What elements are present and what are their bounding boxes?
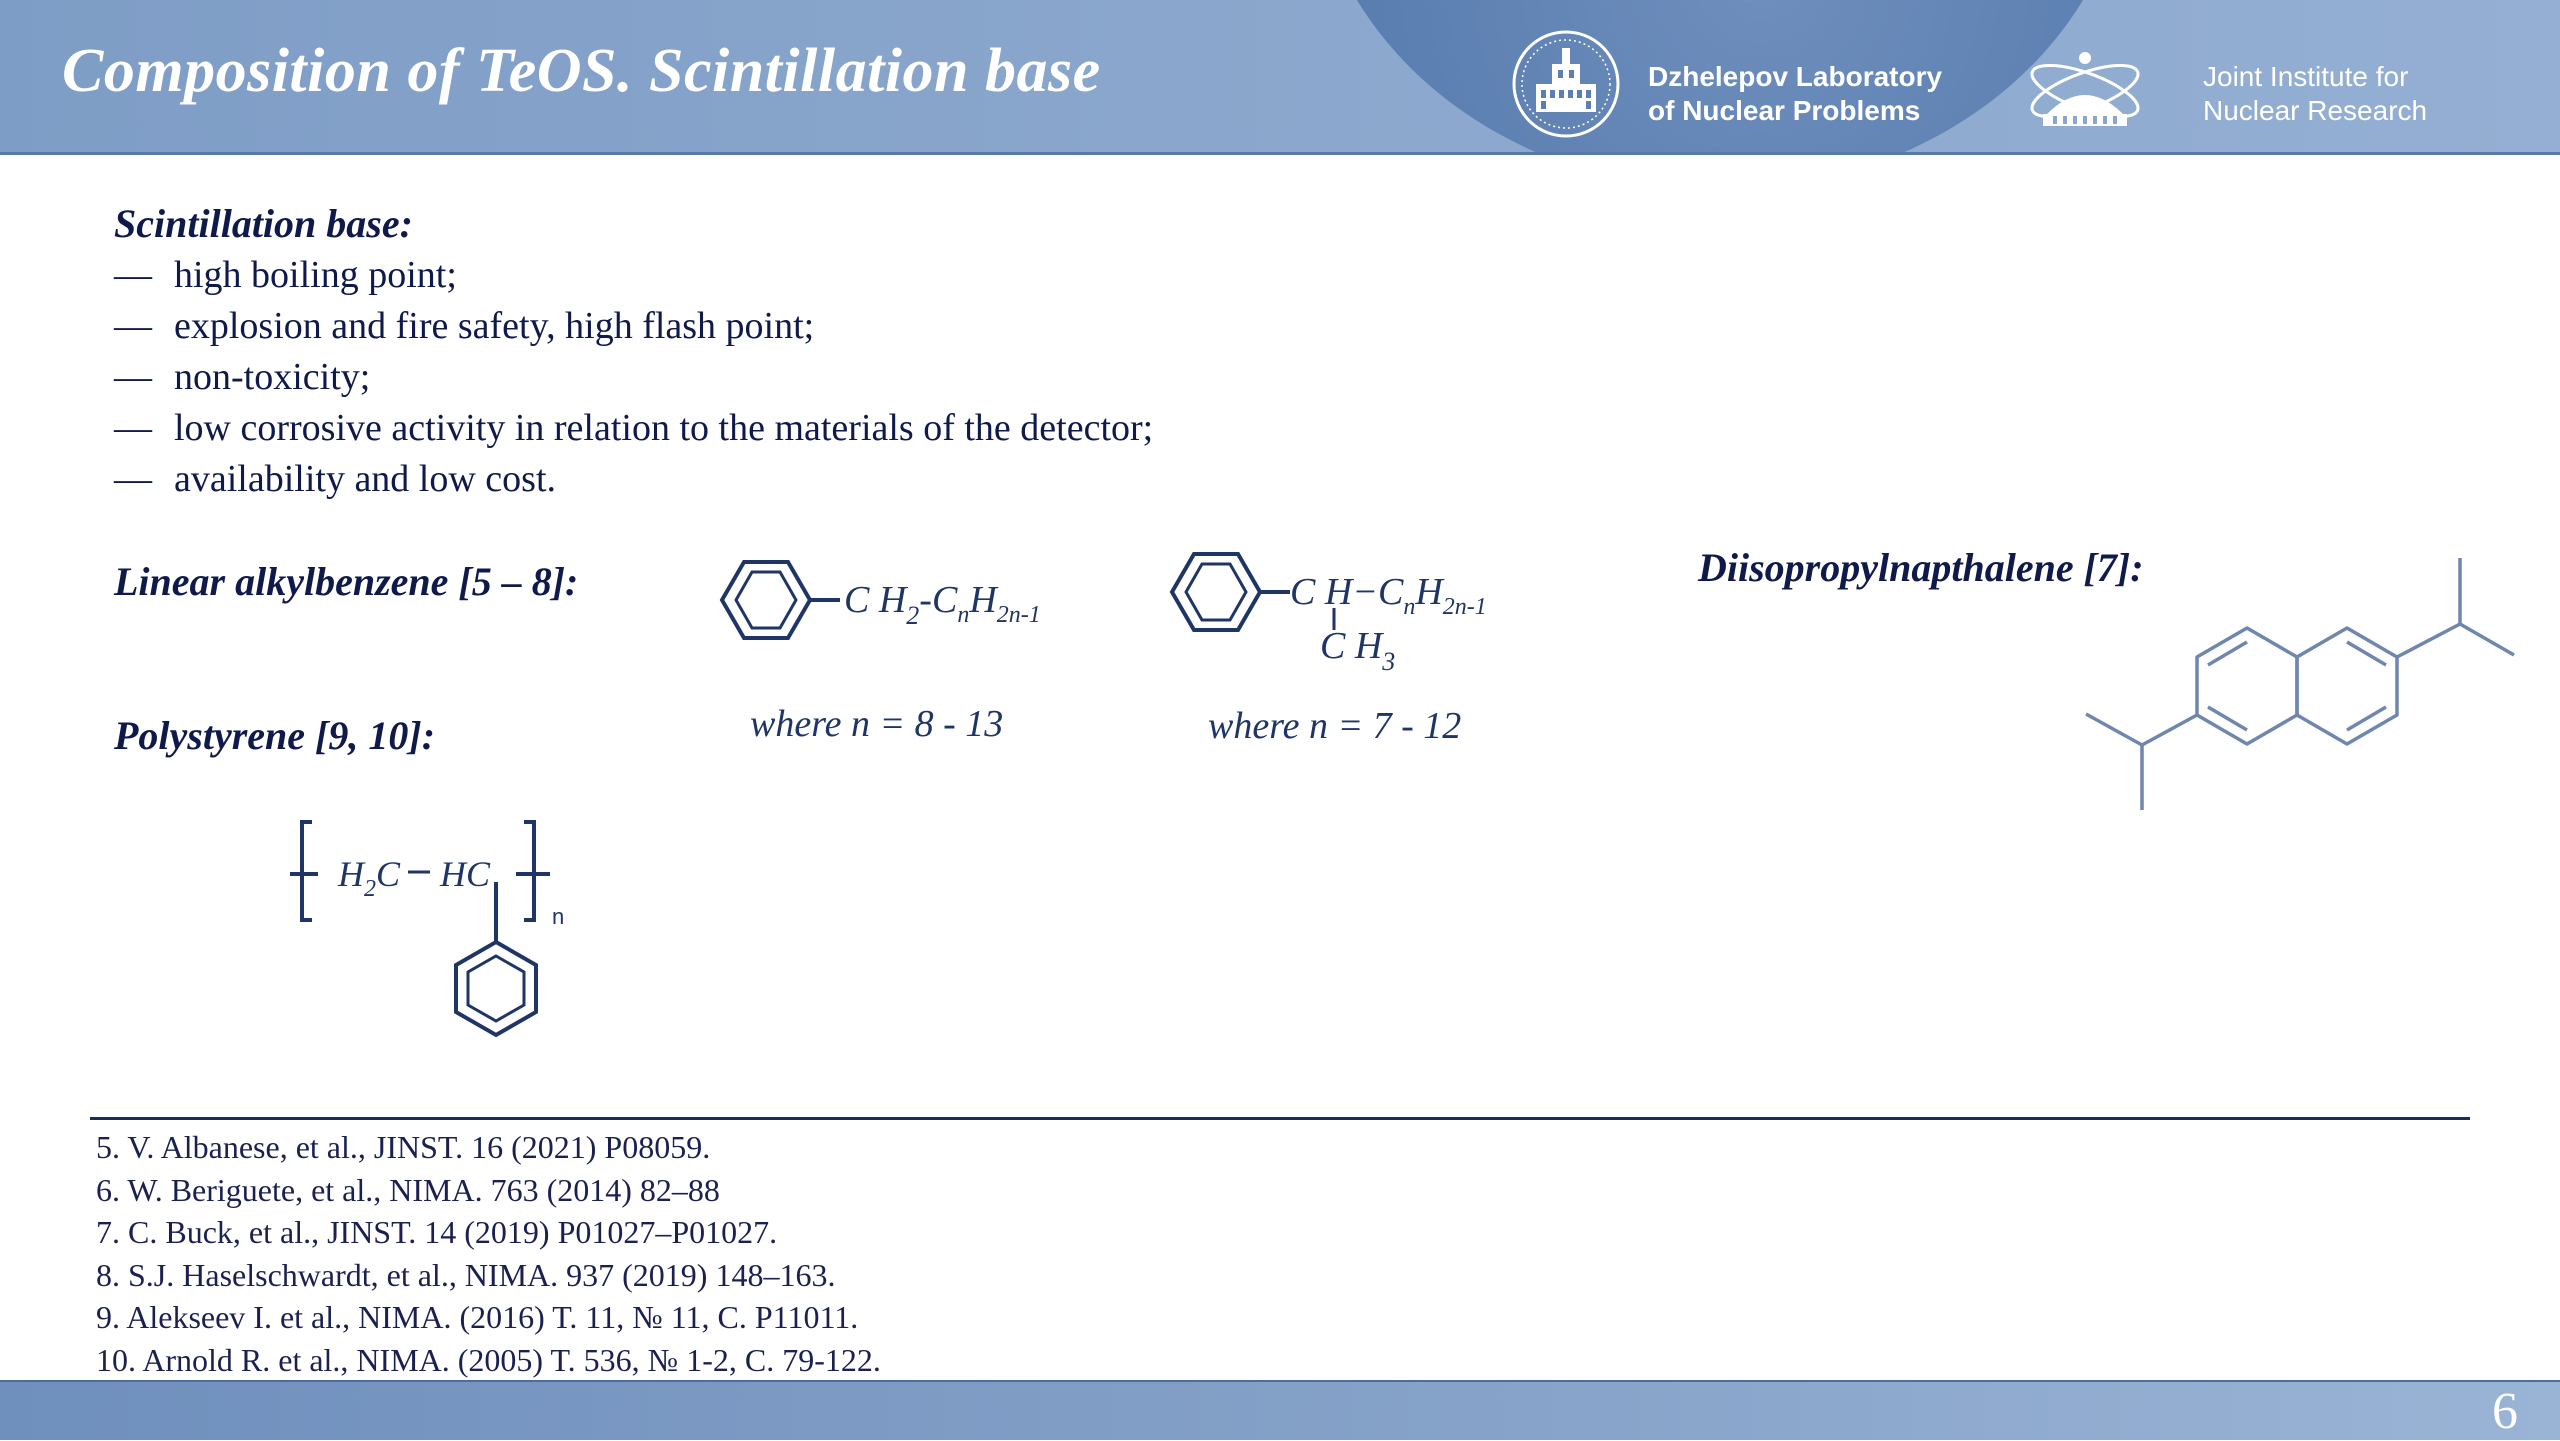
lab-structure-2 — [1162, 532, 1582, 682]
references-list — [96, 1126, 881, 1381]
formula-h: H — [969, 579, 997, 621]
polystyrene-structure — [280, 810, 600, 1090]
dash-bullet: — — [114, 254, 152, 296]
property-text: explosion and fire safety, high flash point; — [174, 305, 815, 347]
jinr-label-line2: Nuclear Research — [2203, 95, 2428, 126]
lab-structure-1 — [712, 540, 1132, 660]
svg-text:C H−CnH2n-1 — [1290, 571, 1487, 620]
property-text: availability and low cost. — [174, 458, 557, 500]
formula-dash: − — [1352, 571, 1378, 613]
svg-text:H2C — [337, 854, 401, 902]
list-item — [114, 403, 1153, 454]
lab-range-1: where n = 8 - 13 — [750, 703, 1004, 745]
diisopropylnaphthalene-structure — [2062, 540, 2542, 830]
dlnp-label — [1648, 60, 1942, 128]
reference-item: 9. Alekseev I. et al., NIMA. (2016) T. 11, № 11, C. P11011. — [96, 1299, 859, 1335]
formula-h: H — [338, 854, 364, 894]
slide-footer — [0, 1382, 2560, 1440]
reference-item: 8. S.J. Haselschwardt, et al., NIMA. 937 (2019) 148–163. — [96, 1256, 836, 1293]
dash-bullet: — — [114, 407, 152, 449]
dlnp-label-line2: of Nuclear Problems — [1648, 95, 1921, 126]
reference-item: 5. V. Albanese, et al., JINST. 16 (2021) P08059. — [96, 1129, 711, 1165]
jinr-label-line1: Joint Institute for — [2203, 61, 2409, 92]
property-text: non-toxicity; — [174, 356, 371, 398]
list-item — [114, 250, 1153, 301]
dash-bullet: — — [114, 356, 152, 398]
formula-h-sub: 2 — [364, 876, 376, 902]
formula-h-sub: 2n-1 — [1442, 594, 1487, 620]
list-item — [114, 454, 1153, 505]
jinr-label — [2203, 60, 2427, 128]
reference-item: 7. C. Buck, et al., JINST. 14 (2019) P01027–P01027. — [96, 1214, 778, 1250]
repeat-subscript: n — [552, 904, 565, 929]
jinr-logo-icon — [2025, 36, 2145, 146]
page-number: 6 — [2492, 1383, 2518, 1440]
formula-ch-sub: 2 — [906, 601, 920, 630]
reference-item: 6. W. Beriguete, et al., NIMA. 763 (2014) 82–88 — [96, 1171, 720, 1208]
formula-ch: C H — [1290, 571, 1353, 613]
formula-c1: C — [376, 854, 401, 894]
list-item — [114, 301, 1153, 352]
svg-text:C H3 — [1320, 625, 1395, 676]
formula-ch: C H — [844, 579, 907, 621]
properties-list — [114, 250, 1153, 505]
formula-h: H — [1415, 571, 1443, 613]
formula-c: C — [931, 579, 958, 621]
dash-bullet: — — [114, 458, 152, 500]
slide-title: Composition of TeOS. Scintillation base — [62, 37, 1101, 105]
dlnp-label-line1: Dzhelepov Laboratory — [1648, 61, 1943, 92]
property-text: low corrosive activity in relation to the materials of the detector; — [174, 407, 1154, 449]
formula-h-sub: 2n-1 — [996, 602, 1041, 628]
dlnp-emblem-icon — [1510, 28, 1622, 140]
lab-range-2: where n = 7 - 12 — [1208, 705, 1462, 747]
polystyrene-heading: Polystyrene [9, 10]: — [114, 713, 436, 758]
linear-alkylbenzene-heading: Linear alkylbenzene [5 – 8]: — [114, 559, 579, 604]
formula-ch3-sub: 3 — [1382, 647, 1396, 676]
formula-c-sub: n — [957, 602, 970, 628]
formula-ch3: C H — [1320, 625, 1383, 667]
references-divider — [90, 1117, 2470, 1120]
dash-bullet: — — [114, 305, 152, 347]
formula-c: C — [1377, 571, 1404, 613]
diisopropylnapthalene-heading: Diisopropylnapthalene [7]: — [1698, 545, 2144, 590]
list-item — [114, 352, 1153, 403]
svg-text:C H2-CnH2n-1 — [844, 579, 1041, 630]
reference-item: 10. Arnold R. et al., NIMA. (2005) T. 536, № 1-2, C. 79-122. — [96, 1341, 881, 1378]
formula-dash: - — [919, 579, 932, 621]
slide-header — [0, 0, 2560, 155]
formula-hc: HC — [440, 854, 491, 894]
scintillation-base-heading: Scintillation base: — [114, 201, 413, 246]
header-divider — [0, 152, 2560, 155]
property-text: high boiling point; — [174, 254, 457, 296]
formula-c-sub: n — [1403, 594, 1416, 620]
